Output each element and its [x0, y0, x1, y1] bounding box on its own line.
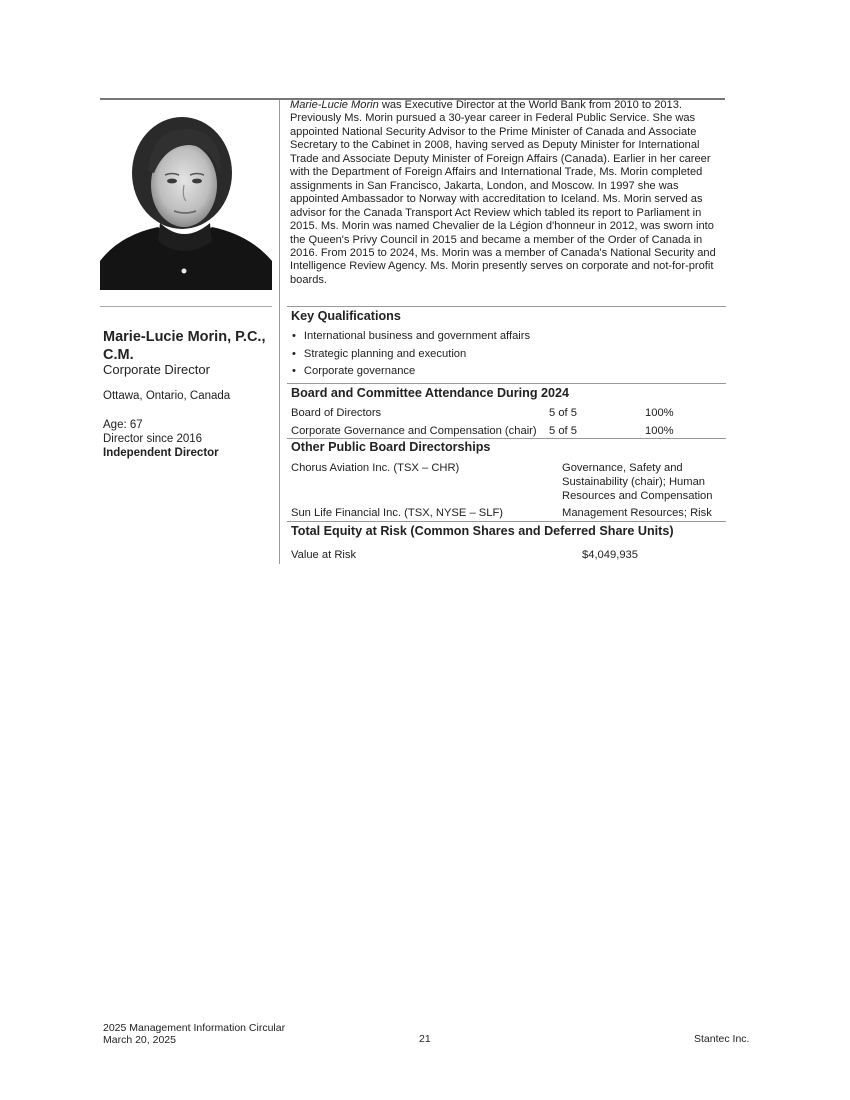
director-title: Corporate Director [103, 362, 210, 377]
footer-left [103, 1023, 285, 1046]
committee-line: Governance, Safety and [562, 462, 683, 474]
directorship-company: Sun Life Financial Inc. (TSX, NYSE – SLF) [291, 507, 504, 519]
attendance-count: 5 of 5 [549, 425, 577, 437]
qualifications-rule [287, 306, 726, 307]
committee-line: Sustainability (chair); Human [562, 476, 706, 488]
attendance-rule [287, 383, 726, 384]
footer-date: March 20, 2025 [103, 1033, 176, 1046]
attendance-pct: 100% [645, 425, 674, 437]
director-name: Marie-Lucie Morin, P.C., C.M. [103, 329, 266, 363]
committee-line: Resources and Compensation [562, 490, 713, 502]
directorship-committees [562, 461, 713, 503]
list-item: • Corporate governance [292, 363, 530, 381]
director-location: Ottawa, Ontario, Canada [103, 390, 231, 402]
list-item: • Strategic planning and execution [292, 346, 530, 364]
footer-doc-title: 2025 Management Information Circular [103, 1022, 286, 1034]
column-divider [279, 100, 280, 564]
attendance-body: Board of Directors [291, 407, 382, 419]
directorship-company: Chorus Aviation Inc. (TSX – CHR) [291, 462, 460, 474]
list-item: • International business and government affairs [292, 328, 530, 346]
committee-line: Management Resources; Risk [562, 507, 712, 519]
director-age: Age: 67 [103, 419, 143, 431]
bio-name: Marie-Lucie Morin [290, 99, 379, 111]
director-since: Director since 2016 [103, 433, 203, 445]
page-number: 21 [419, 1033, 431, 1045]
directorships-rule [287, 438, 726, 439]
qualifications-heading: Key Qualifications [291, 309, 401, 323]
directorship-committees [562, 506, 712, 520]
director-status: Independent Director [103, 447, 219, 459]
bio-text: was Executive Director at the World Bank from 2010 to 2013. Previously Ms. Morin pursued a 30-year career in Federal Public Service. She was appointed National Security Advisor to the Prime Minister of Canada and Associate Secretary to the Cabinet in 2008, having served as Deputy Minister for International Trade and Associate Deputy Minister of Foreign Affairs (Canada). Earlier in her career with the Department of Foreign Affairs and International Trade, Ms. Morin completed assignments in San Francisco, Jakarta, London, and Moscow. In 1997 she was appointed Ambassador to Norway with accreditation to Iceland. Ms. Morin served as advisor for the Canada Transport Act Review which tabled its report to Parliament in 2015. Ms. Morin was named Chevalier de la Légion d'honneur in 2012, was sworn into the Queen's Privy Council in 2015 and became a member of the Order of Canada in 2016. From 2015 to 2024, Ms. Morin was a member of Canada's National Security and Intelligence Review Agency. Ms. Morin presently serves on corporate and not-for-profit boards. [290, 99, 716, 286]
equity-label: Value at Risk [291, 549, 357, 561]
left-column-rule [100, 306, 272, 307]
footer-company: Stantec Inc. [694, 1033, 750, 1045]
attendance-body: Corporate Governance and Compensation (chair) [291, 425, 537, 437]
director-meta [103, 418, 219, 460]
equity-value: $4,049,935 [582, 549, 638, 561]
directorships-heading: Other Public Board Directorships [291, 440, 491, 454]
equity-heading: Total Equity at Risk (Common Shares and Deferred Share Units) [291, 524, 674, 538]
qualifications-list [292, 328, 530, 381]
director-portrait [100, 111, 272, 290]
attendance-count: 5 of 5 [549, 407, 577, 419]
attendance-pct: 100% [645, 407, 674, 419]
equity-rule [287, 521, 726, 522]
attendance-heading: Board and Committee Attendance During 2024 [291, 386, 570, 400]
director-biography [290, 99, 726, 287]
